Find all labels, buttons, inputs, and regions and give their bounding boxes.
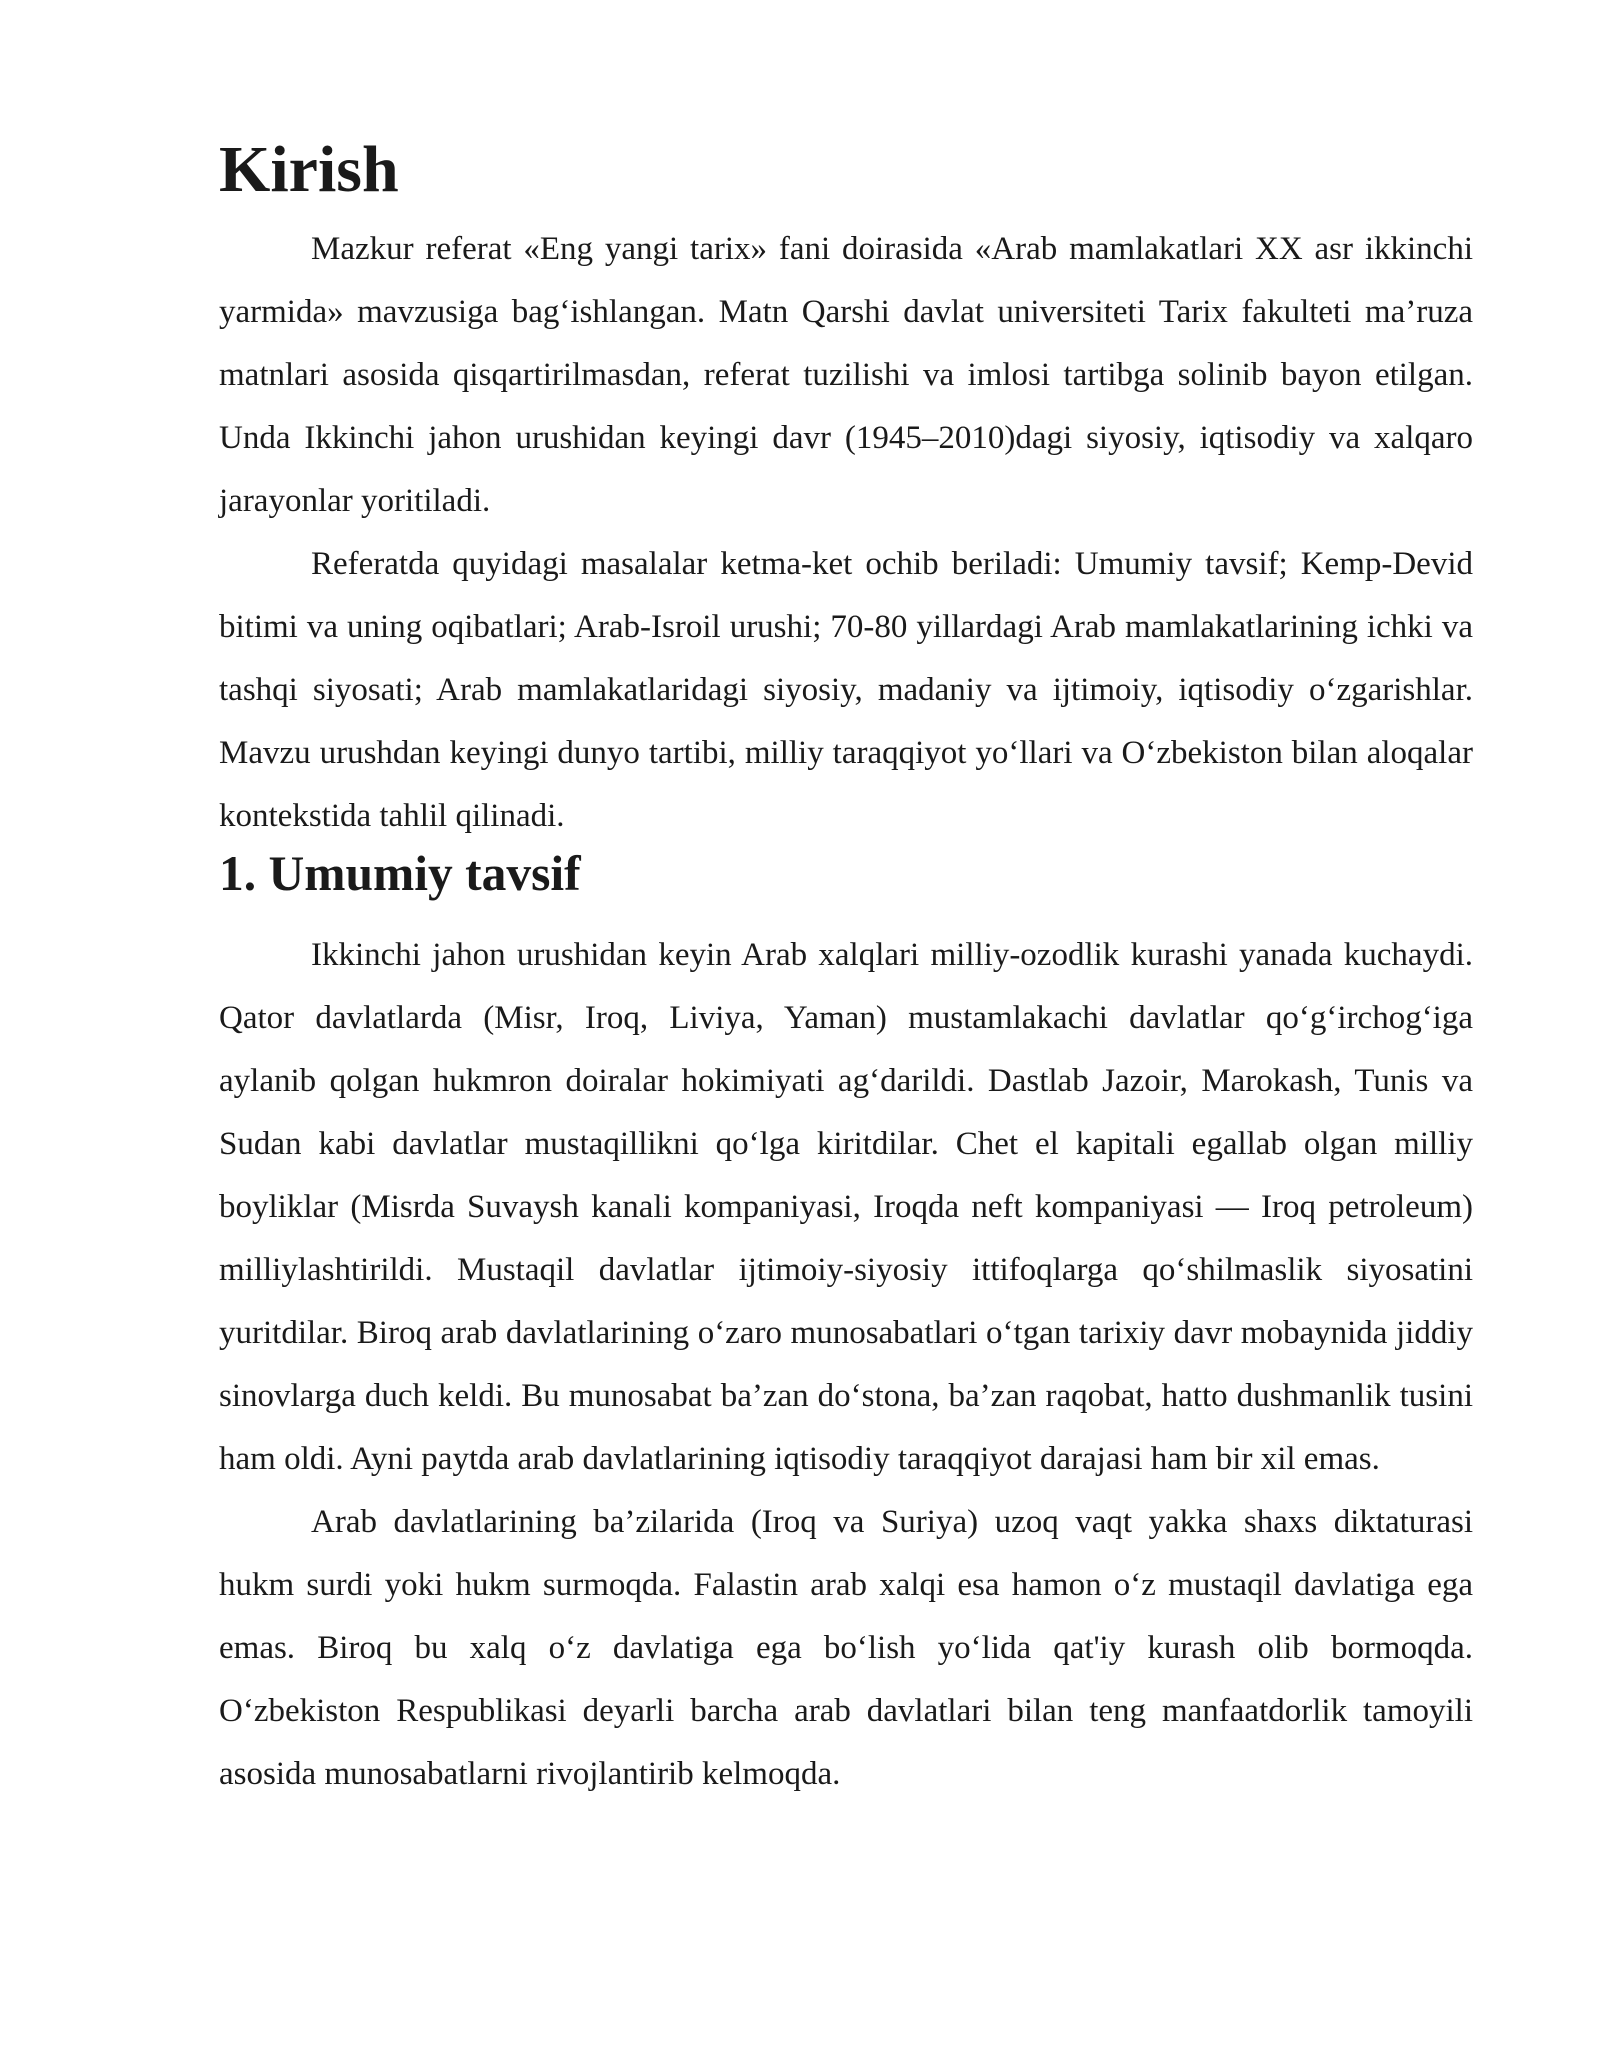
intro-paragraph-1: Mazkur referat «Eng yangi tarix» fani doirasida «Arab mamlakatlari XX asr ikkinchi yarmida» mavzusiga bag‘ishlangan. Matn Qarshi davlat universiteti Tarix fakulteti ma’ruza matnlari asosida qisqartirilmasdan, referat tuzilishi va imlosi tartibga solinib bayon etilgan. Unda Ikkinchi jahon urushidan keyingi davr (1945–2010)dagi siyosiy, iqtisodiy va xalqaro jarayonlar yoritiladi. bbox=[219, 231, 1473, 519]
section1-paragraph-1: Ikkinchi jahon urushidan keyin Arab xalqlari milliy-ozodlik kurashi yanada kuchaydi. Qator davlatlarda (Misr, Iroq, Liviya, Yaman) mustamlakachi davlatlar qo‘g‘irchog‘iga aylanib qolgan hukmron doiralar hokimiyati ag‘darildi. Dastlab Jazoir, Marokash, Tunis va Sudan kabi davlatlar mustaqillikni qo‘lga kiritdilar. Chet el kapitali egallab olgan milliy boyliklar (Misrda Suvaysh kanali kompaniyasi, Iroqda neft kompaniyasi — Iroq petroleum) milliylashtirildi. Mustaqil davlatlar ijtimoiy-siyosiy ittifoqlarga qo‘shilmaslik siyosatini yuritdilar. Biroq arab davlatlarining o‘zaro munosabatlari o‘tgan tarixiy davr mobaynida jiddiy sinovlarga duch keldi. Bu munosabat ba’zan do‘stona, ba’zan raqobat, hatto dushmanlik tusini ham oldi. Ayni paytda arab davlatlarining iqtisodiy taraqqiyot darajasi ham bir xil emas. bbox=[219, 937, 1473, 1477]
section-heading-umumiy-tavsif: 1. Umumiy tavsif bbox=[219, 846, 581, 901]
intro-paragraph-2: Referatda quyidagi masalalar ketma-ket ochib beriladi: Umumiy tavsif; Kemp-Devid bitimi va uning oqibatlari; Arab-Isroil urushi; 70-80 yillardagi Arab mamlakatlarining ichki va tashqi siyosati; Arab mamlakatlaridagi siyosiy, madaniy va ijtimoiy, iqtisodiy o‘zgarishlar. Mavzu urushdan keyingi dunyo tartibi, milliy taraqqiyot yo‘llari va O‘zbekiston bilan aloqalar kontekstida tahlil qilinadi. bbox=[219, 546, 1473, 834]
document-page bbox=[219, 133, 1473, 1806]
section1-paragraph-2: Arab davlatlarining ba’zilarida (Iroq va Suriya) uzoq vaqt yakka shaxs diktaturasi hukm surdi yoki hukm surmoqda. Falastin arab xalqi esa hamon o‘z mustaqil davlatiga ega emas. Biroq bu xalq o‘z davlatiga ega bo‘lish yo‘lida qat'iy kurash olib bormoqda. O‘zbekiston Respublikasi deyarli barcha arab davlatlari bilan teng manfaatdorlik tamoyili asosida munosabatlarni rivojlantirib kelmoqda. bbox=[219, 1504, 1473, 1792]
intro-heading: Kirish bbox=[219, 133, 399, 206]
